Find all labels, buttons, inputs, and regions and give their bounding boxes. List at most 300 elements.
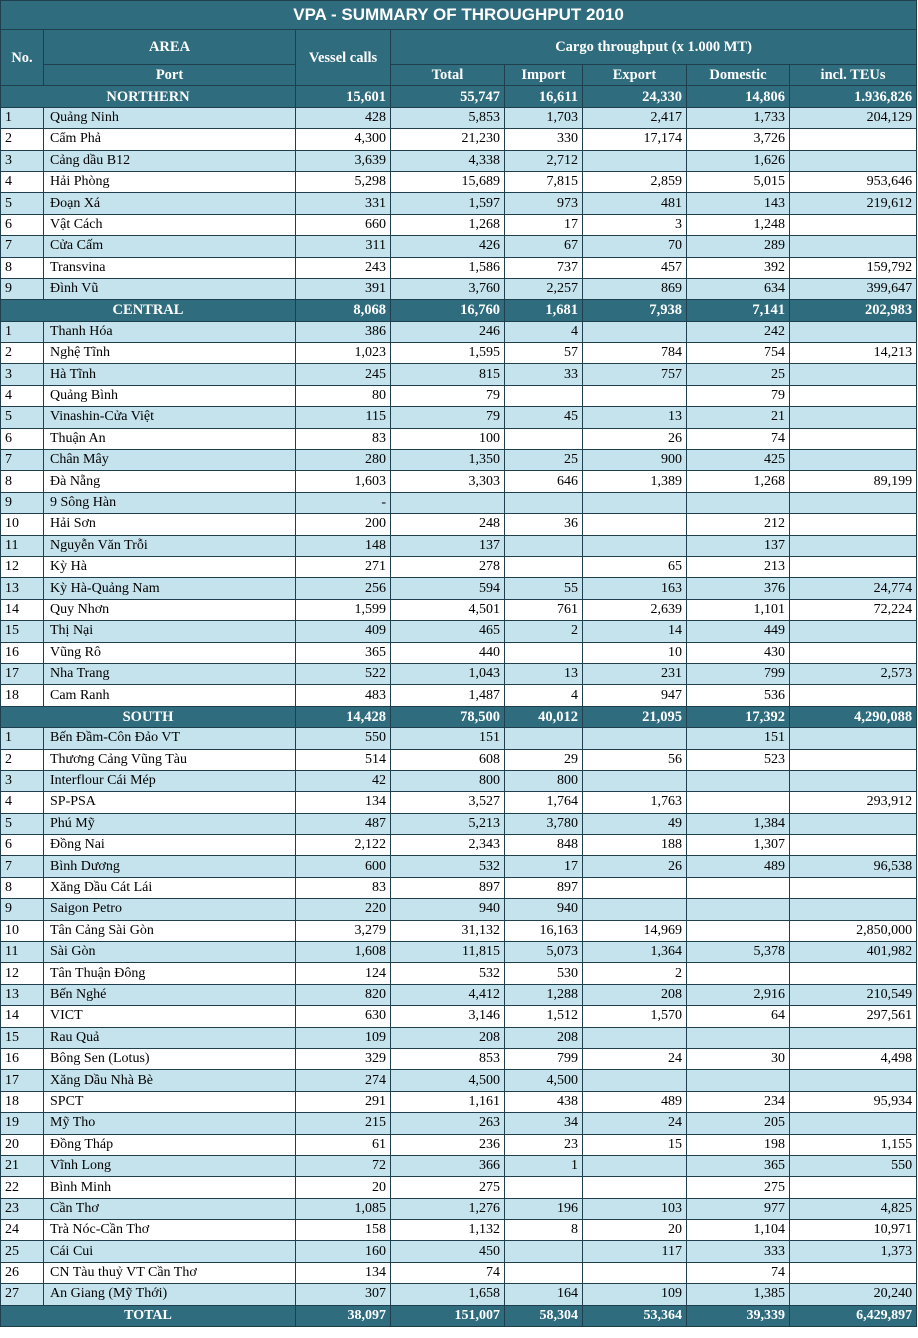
cell-port: Bông Sen (Lotus) — [44, 1048, 296, 1069]
table-row — [1, 556, 917, 577]
cell-total: 3,303 — [391, 471, 505, 492]
table-row — [1, 1091, 917, 1112]
cell-export: 947 — [583, 685, 687, 706]
table-row — [1, 1198, 917, 1219]
cell-export — [583, 514, 687, 535]
cell-port: VICT — [44, 1006, 296, 1027]
cell-no: 12 — [1, 963, 44, 984]
region-row — [1, 86, 917, 107]
header-cargo-throughput: Cargo throughput (x 1.000 MT) — [391, 30, 917, 65]
cell-export: 103 — [583, 1198, 687, 1219]
cell-vessel-calls: 820 — [296, 984, 391, 1005]
cell-no: 1 — [1, 728, 44, 749]
cell-domestic — [687, 899, 790, 920]
table-row — [1, 1006, 917, 1027]
cell-no: 10 — [1, 920, 44, 941]
cell-teus — [790, 770, 917, 791]
cell-export — [583, 385, 687, 406]
cell-vessel-calls: 428 — [296, 107, 391, 128]
table-row — [1, 1262, 917, 1283]
table-row — [1, 856, 917, 877]
cell-export: 117 — [583, 1241, 687, 1262]
cell-vessel-calls: 243 — [296, 257, 391, 278]
total-total: 151,007 — [391, 1305, 505, 1326]
header-vessel-calls: Vessel calls — [296, 30, 391, 86]
cell-vessel-calls: 80 — [296, 385, 391, 406]
cell-vessel-calls: 220 — [296, 899, 391, 920]
cell-export: 15 — [583, 1134, 687, 1155]
cell-import: 4 — [505, 685, 583, 706]
cell-import: 8 — [505, 1220, 583, 1241]
cell-import: 57 — [505, 343, 583, 364]
cell-no: 13 — [1, 984, 44, 1005]
cell-vessel-calls: 1,023 — [296, 343, 391, 364]
cell-vessel-calls: 148 — [296, 535, 391, 556]
cell-export: 2,639 — [583, 599, 687, 620]
cell-teus: 297,561 — [790, 1006, 917, 1027]
region-import: 1,681 — [505, 300, 583, 321]
table-row — [1, 599, 917, 620]
table-row — [1, 728, 917, 749]
cell-export: 26 — [583, 428, 687, 449]
cell-export: 24 — [583, 1048, 687, 1069]
cell-no: 17 — [1, 663, 44, 684]
cell-total: 236 — [391, 1134, 505, 1155]
header-teus: incl. TEUs — [790, 65, 917, 86]
table-row — [1, 1284, 917, 1305]
cell-total: 366 — [391, 1155, 505, 1176]
cell-total: 1,586 — [391, 257, 505, 278]
cell-domestic: 799 — [687, 663, 790, 684]
region-total: 78,500 — [391, 706, 505, 727]
cell-teus — [790, 749, 917, 770]
cell-teus — [790, 428, 917, 449]
cell-no: 8 — [1, 877, 44, 898]
cell-port: Phú Mỹ — [44, 813, 296, 834]
cell-total: 3,760 — [391, 278, 505, 299]
cell-export: 231 — [583, 663, 687, 684]
cell-total: 1,658 — [391, 1284, 505, 1305]
cell-no: 27 — [1, 1284, 44, 1305]
cell-vessel-calls: 331 — [296, 193, 391, 214]
cell-export — [583, 1070, 687, 1091]
cell-export: 757 — [583, 364, 687, 385]
cell-vessel-calls: 158 — [296, 1220, 391, 1241]
cell-domestic — [687, 1070, 790, 1091]
cell-port: Rau Quả — [44, 1027, 296, 1048]
cell-vessel-calls: 5,298 — [296, 171, 391, 192]
cell-total: 15,689 — [391, 171, 505, 192]
cell-vessel-calls: 61 — [296, 1134, 391, 1155]
cell-import: 4,500 — [505, 1070, 583, 1091]
cell-vessel-calls: 200 — [296, 514, 391, 535]
cell-domestic: 1,104 — [687, 1220, 790, 1241]
cell-teus — [790, 214, 917, 235]
table-row — [1, 450, 917, 471]
table-row — [1, 364, 917, 385]
cell-port: Transvina — [44, 257, 296, 278]
region-domestic: 14,806 — [687, 86, 790, 107]
cell-teus: 72,224 — [790, 599, 917, 620]
cell-teus: 10,971 — [790, 1220, 917, 1241]
cell-no: 8 — [1, 471, 44, 492]
cell-vessel-calls: 1,085 — [296, 1198, 391, 1219]
cell-vessel-calls: 20 — [296, 1177, 391, 1198]
total-export: 53,364 — [583, 1305, 687, 1326]
cell-port: Quảng Ninh — [44, 107, 296, 128]
table-row — [1, 1027, 917, 1048]
region-domestic: 17,392 — [687, 706, 790, 727]
table-row — [1, 1048, 917, 1069]
cell-teus — [790, 1027, 917, 1048]
cell-import: 3,780 — [505, 813, 583, 834]
cell-import: 800 — [505, 770, 583, 791]
region-teus: 4,290,088 — [790, 706, 917, 727]
cell-vessel-calls: 83 — [296, 877, 391, 898]
cell-vessel-calls: 409 — [296, 621, 391, 642]
cell-port: Hải Phòng — [44, 171, 296, 192]
cell-no: 24 — [1, 1220, 44, 1241]
cell-no: 22 — [1, 1177, 44, 1198]
cell-export: 2 — [583, 963, 687, 984]
cell-port: Mỹ Tho — [44, 1113, 296, 1134]
table-row — [1, 984, 917, 1005]
cell-no: 16 — [1, 1048, 44, 1069]
cell-export — [583, 770, 687, 791]
cell-domestic: 392 — [687, 257, 790, 278]
cell-total: 940 — [391, 899, 505, 920]
cell-domestic: 151 — [687, 728, 790, 749]
cell-import — [505, 385, 583, 406]
region-import: 16,611 — [505, 86, 583, 107]
cell-total: 532 — [391, 856, 505, 877]
table-title: VPA - SUMMARY OF THROUGHPUT 2010 — [1, 1, 917, 30]
cell-no: 4 — [1, 171, 44, 192]
cell-domestic: 1,101 — [687, 599, 790, 620]
cell-vessel-calls: 124 — [296, 963, 391, 984]
cell-teus: 2,573 — [790, 663, 917, 684]
cell-import: 23 — [505, 1134, 583, 1155]
cell-port: Đồng Tháp — [44, 1134, 296, 1155]
cell-teus — [790, 450, 917, 471]
cell-import: 7,815 — [505, 171, 583, 192]
cell-import — [505, 428, 583, 449]
cell-teus: 4,498 — [790, 1048, 917, 1069]
cell-teus — [790, 492, 917, 513]
cell-export: 1,763 — [583, 792, 687, 813]
cell-domestic: 242 — [687, 321, 790, 342]
cell-total: 3,527 — [391, 792, 505, 813]
cell-no: 18 — [1, 1091, 44, 1112]
cell-teus: 20,240 — [790, 1284, 917, 1305]
total-domestic: 39,339 — [687, 1305, 790, 1326]
cell-export — [583, 535, 687, 556]
cell-vessel-calls: 115 — [296, 407, 391, 428]
table-row — [1, 621, 917, 642]
cell-export — [583, 1177, 687, 1198]
table-row — [1, 877, 917, 898]
cell-domestic: 5,378 — [687, 942, 790, 963]
table-row — [1, 193, 917, 214]
cell-no: 2 — [1, 343, 44, 364]
cell-teus: 399,647 — [790, 278, 917, 299]
cell-import: 438 — [505, 1091, 583, 1112]
cell-port: Xăng Dầu Nhà Bè — [44, 1070, 296, 1091]
cell-total: 278 — [391, 556, 505, 577]
table-row — [1, 1070, 917, 1091]
cell-no: 5 — [1, 193, 44, 214]
cell-port: Thanh Hóa — [44, 321, 296, 342]
cell-port: Cẩm Phả — [44, 129, 296, 150]
cell-export — [583, 1027, 687, 1048]
table-row — [1, 920, 917, 941]
cell-vessel-calls: 550 — [296, 728, 391, 749]
cell-export: 489 — [583, 1091, 687, 1112]
cell-vessel-calls: 215 — [296, 1113, 391, 1134]
cell-port: Cửa Cấm — [44, 236, 296, 257]
cell-total: 1,276 — [391, 1198, 505, 1219]
cell-teus — [790, 899, 917, 920]
cell-import: 208 — [505, 1027, 583, 1048]
cell-port: Nguyễn Văn Trỗi — [44, 535, 296, 556]
cell-teus: 159,792 — [790, 257, 917, 278]
cell-teus — [790, 364, 917, 385]
cell-port: Bến Đầm-Côn Đảo VT — [44, 728, 296, 749]
table-row — [1, 685, 917, 706]
cell-total: 31,132 — [391, 920, 505, 941]
cell-total: 1,043 — [391, 663, 505, 684]
cell-domestic: 289 — [687, 236, 790, 257]
cell-no: 13 — [1, 578, 44, 599]
cell-teus — [790, 642, 917, 663]
cell-vessel-calls: 245 — [296, 364, 391, 385]
cell-no: 6 — [1, 428, 44, 449]
cell-port: Cảng dầu B12 — [44, 150, 296, 171]
cell-port: Kỳ Hà — [44, 556, 296, 577]
cell-vessel-calls: 487 — [296, 813, 391, 834]
cell-total: 137 — [391, 535, 505, 556]
cell-domestic: 79 — [687, 385, 790, 406]
cell-teus — [790, 236, 917, 257]
cell-vessel-calls: 274 — [296, 1070, 391, 1091]
total-row — [1, 1305, 917, 1326]
cell-domestic: 275 — [687, 1177, 790, 1198]
cell-teus: 14,213 — [790, 343, 917, 364]
cell-teus — [790, 514, 917, 535]
cell-no: 15 — [1, 1027, 44, 1048]
cell-teus: 1,155 — [790, 1134, 917, 1155]
cell-import: 799 — [505, 1048, 583, 1069]
cell-no: 14 — [1, 599, 44, 620]
cell-import: 761 — [505, 599, 583, 620]
cell-vessel-calls: 307 — [296, 1284, 391, 1305]
cell-no: 7 — [1, 236, 44, 257]
table-row — [1, 1155, 917, 1176]
cell-no: 11 — [1, 535, 44, 556]
cell-teus — [790, 813, 917, 834]
cell-teus — [790, 150, 917, 171]
cell-export: 24 — [583, 1113, 687, 1134]
cell-teus — [790, 407, 917, 428]
cell-import: 940 — [505, 899, 583, 920]
cell-port: Cam Ranh — [44, 685, 296, 706]
cell-total: 800 — [391, 770, 505, 791]
cell-import: 1,703 — [505, 107, 583, 128]
cell-teus: 219,612 — [790, 193, 917, 214]
cell-no: 25 — [1, 1241, 44, 1262]
cell-domestic: 2,916 — [687, 984, 790, 1005]
cell-export: 56 — [583, 749, 687, 770]
table-row — [1, 749, 917, 770]
cell-total: 853 — [391, 1048, 505, 1069]
cell-no: 2 — [1, 129, 44, 150]
cell-teus: 204,129 — [790, 107, 917, 128]
cell-import: 196 — [505, 1198, 583, 1219]
cell-export: 2,417 — [583, 107, 687, 128]
cell-import: 646 — [505, 471, 583, 492]
table-row — [1, 1241, 917, 1262]
cell-port: Bình Minh — [44, 1177, 296, 1198]
table-row — [1, 428, 917, 449]
cell-vessel-calls: 256 — [296, 578, 391, 599]
cell-import: 45 — [505, 407, 583, 428]
cell-export — [583, 150, 687, 171]
cell-no: 21 — [1, 1155, 44, 1176]
cell-port: Hải Sơn — [44, 514, 296, 535]
cell-teus — [790, 556, 917, 577]
cell-total: 4,338 — [391, 150, 505, 171]
cell-domestic: 30 — [687, 1048, 790, 1069]
cell-port: Quảng Bình — [44, 385, 296, 406]
cell-vessel-calls: 522 — [296, 663, 391, 684]
cell-domestic: 754 — [687, 343, 790, 364]
cell-total: 532 — [391, 963, 505, 984]
cell-port: An Giang (Mỹ Thới) — [44, 1284, 296, 1305]
cell-port: Vật Cách — [44, 214, 296, 235]
cell-total: 100 — [391, 428, 505, 449]
cell-teus: 96,538 — [790, 856, 917, 877]
cell-export: 70 — [583, 236, 687, 257]
cell-no: 4 — [1, 792, 44, 813]
cell-port: Thị Nại — [44, 621, 296, 642]
cell-export: 14,969 — [583, 920, 687, 941]
cell-import: 16,163 — [505, 920, 583, 941]
cell-teus — [790, 1070, 917, 1091]
cell-port: Cần Thơ — [44, 1198, 296, 1219]
cell-total: 1,350 — [391, 450, 505, 471]
cell-domestic: 64 — [687, 1006, 790, 1027]
total-vessel-calls: 38,097 — [296, 1305, 391, 1326]
cell-domestic: 5,015 — [687, 171, 790, 192]
cell-vessel-calls: 280 — [296, 450, 391, 471]
cell-port: SP-PSA — [44, 792, 296, 813]
cell-total: 263 — [391, 1113, 505, 1134]
cell-export: 20 — [583, 1220, 687, 1241]
cell-teus — [790, 535, 917, 556]
region-row — [1, 706, 917, 727]
cell-vessel-calls: 660 — [296, 214, 391, 235]
cell-vessel-calls: 1,599 — [296, 599, 391, 620]
cell-port: Cái Cui — [44, 1241, 296, 1262]
cell-import: 1,764 — [505, 792, 583, 813]
table-row — [1, 492, 917, 513]
cell-teus — [790, 621, 917, 642]
cell-port: Saigon Petro — [44, 899, 296, 920]
cell-teus — [790, 835, 917, 856]
cell-export: 208 — [583, 984, 687, 1005]
cell-import: 67 — [505, 236, 583, 257]
region-teus: 1.936,826 — [790, 86, 917, 107]
cell-total: 440 — [391, 642, 505, 663]
total-label: TOTAL — [1, 1305, 296, 1326]
cell-teus — [790, 685, 917, 706]
cell-import: 17 — [505, 856, 583, 877]
table-row — [1, 963, 917, 984]
cell-vessel-calls: 3,279 — [296, 920, 391, 941]
cell-teus — [790, 1262, 917, 1283]
cell-import: 164 — [505, 1284, 583, 1305]
cell-domestic: 425 — [687, 450, 790, 471]
cell-vessel-calls: 365 — [296, 642, 391, 663]
table-row — [1, 1220, 917, 1241]
cell-domestic: 234 — [687, 1091, 790, 1112]
cell-no: 6 — [1, 835, 44, 856]
cell-import: 897 — [505, 877, 583, 898]
cell-export: 2,859 — [583, 171, 687, 192]
table-row — [1, 407, 917, 428]
table-row — [1, 385, 917, 406]
header-import: Import — [505, 65, 583, 86]
cell-domestic — [687, 920, 790, 941]
cell-domestic: 212 — [687, 514, 790, 535]
cell-import: 2 — [505, 621, 583, 642]
cell-import: 36 — [505, 514, 583, 535]
cell-total: 5,853 — [391, 107, 505, 128]
cell-total: 1,597 — [391, 193, 505, 214]
cell-total: 246 — [391, 321, 505, 342]
cell-export: 1,570 — [583, 1006, 687, 1027]
cell-domestic — [687, 963, 790, 984]
cell-vessel-calls: 109 — [296, 1027, 391, 1048]
cell-no: 3 — [1, 364, 44, 385]
cell-no: 11 — [1, 942, 44, 963]
cell-total: 275 — [391, 1177, 505, 1198]
cell-no: 5 — [1, 407, 44, 428]
cell-import: 2,257 — [505, 278, 583, 299]
cell-teus — [790, 1113, 917, 1134]
cell-vessel-calls: 3,639 — [296, 150, 391, 171]
cell-import — [505, 535, 583, 556]
cell-port: Đoạn Xá — [44, 193, 296, 214]
cell-import: 530 — [505, 963, 583, 984]
header-export: Export — [583, 65, 687, 86]
cell-no: 2 — [1, 749, 44, 770]
cell-no: 3 — [1, 150, 44, 171]
cell-port: CN Tàu thuỷ VT Cần Thơ — [44, 1262, 296, 1283]
cell-no: 5 — [1, 813, 44, 834]
cell-no: 6 — [1, 214, 44, 235]
region-name: SOUTH — [1, 706, 296, 727]
cell-domestic: 74 — [687, 1262, 790, 1283]
cell-total: 608 — [391, 749, 505, 770]
cell-import — [505, 1177, 583, 1198]
table-row — [1, 129, 917, 150]
cell-vessel-calls: - — [296, 492, 391, 513]
cell-domestic: 3,726 — [687, 129, 790, 150]
cell-vessel-calls: 600 — [296, 856, 391, 877]
cell-total: 594 — [391, 578, 505, 599]
cell-vessel-calls: 1,603 — [296, 471, 391, 492]
